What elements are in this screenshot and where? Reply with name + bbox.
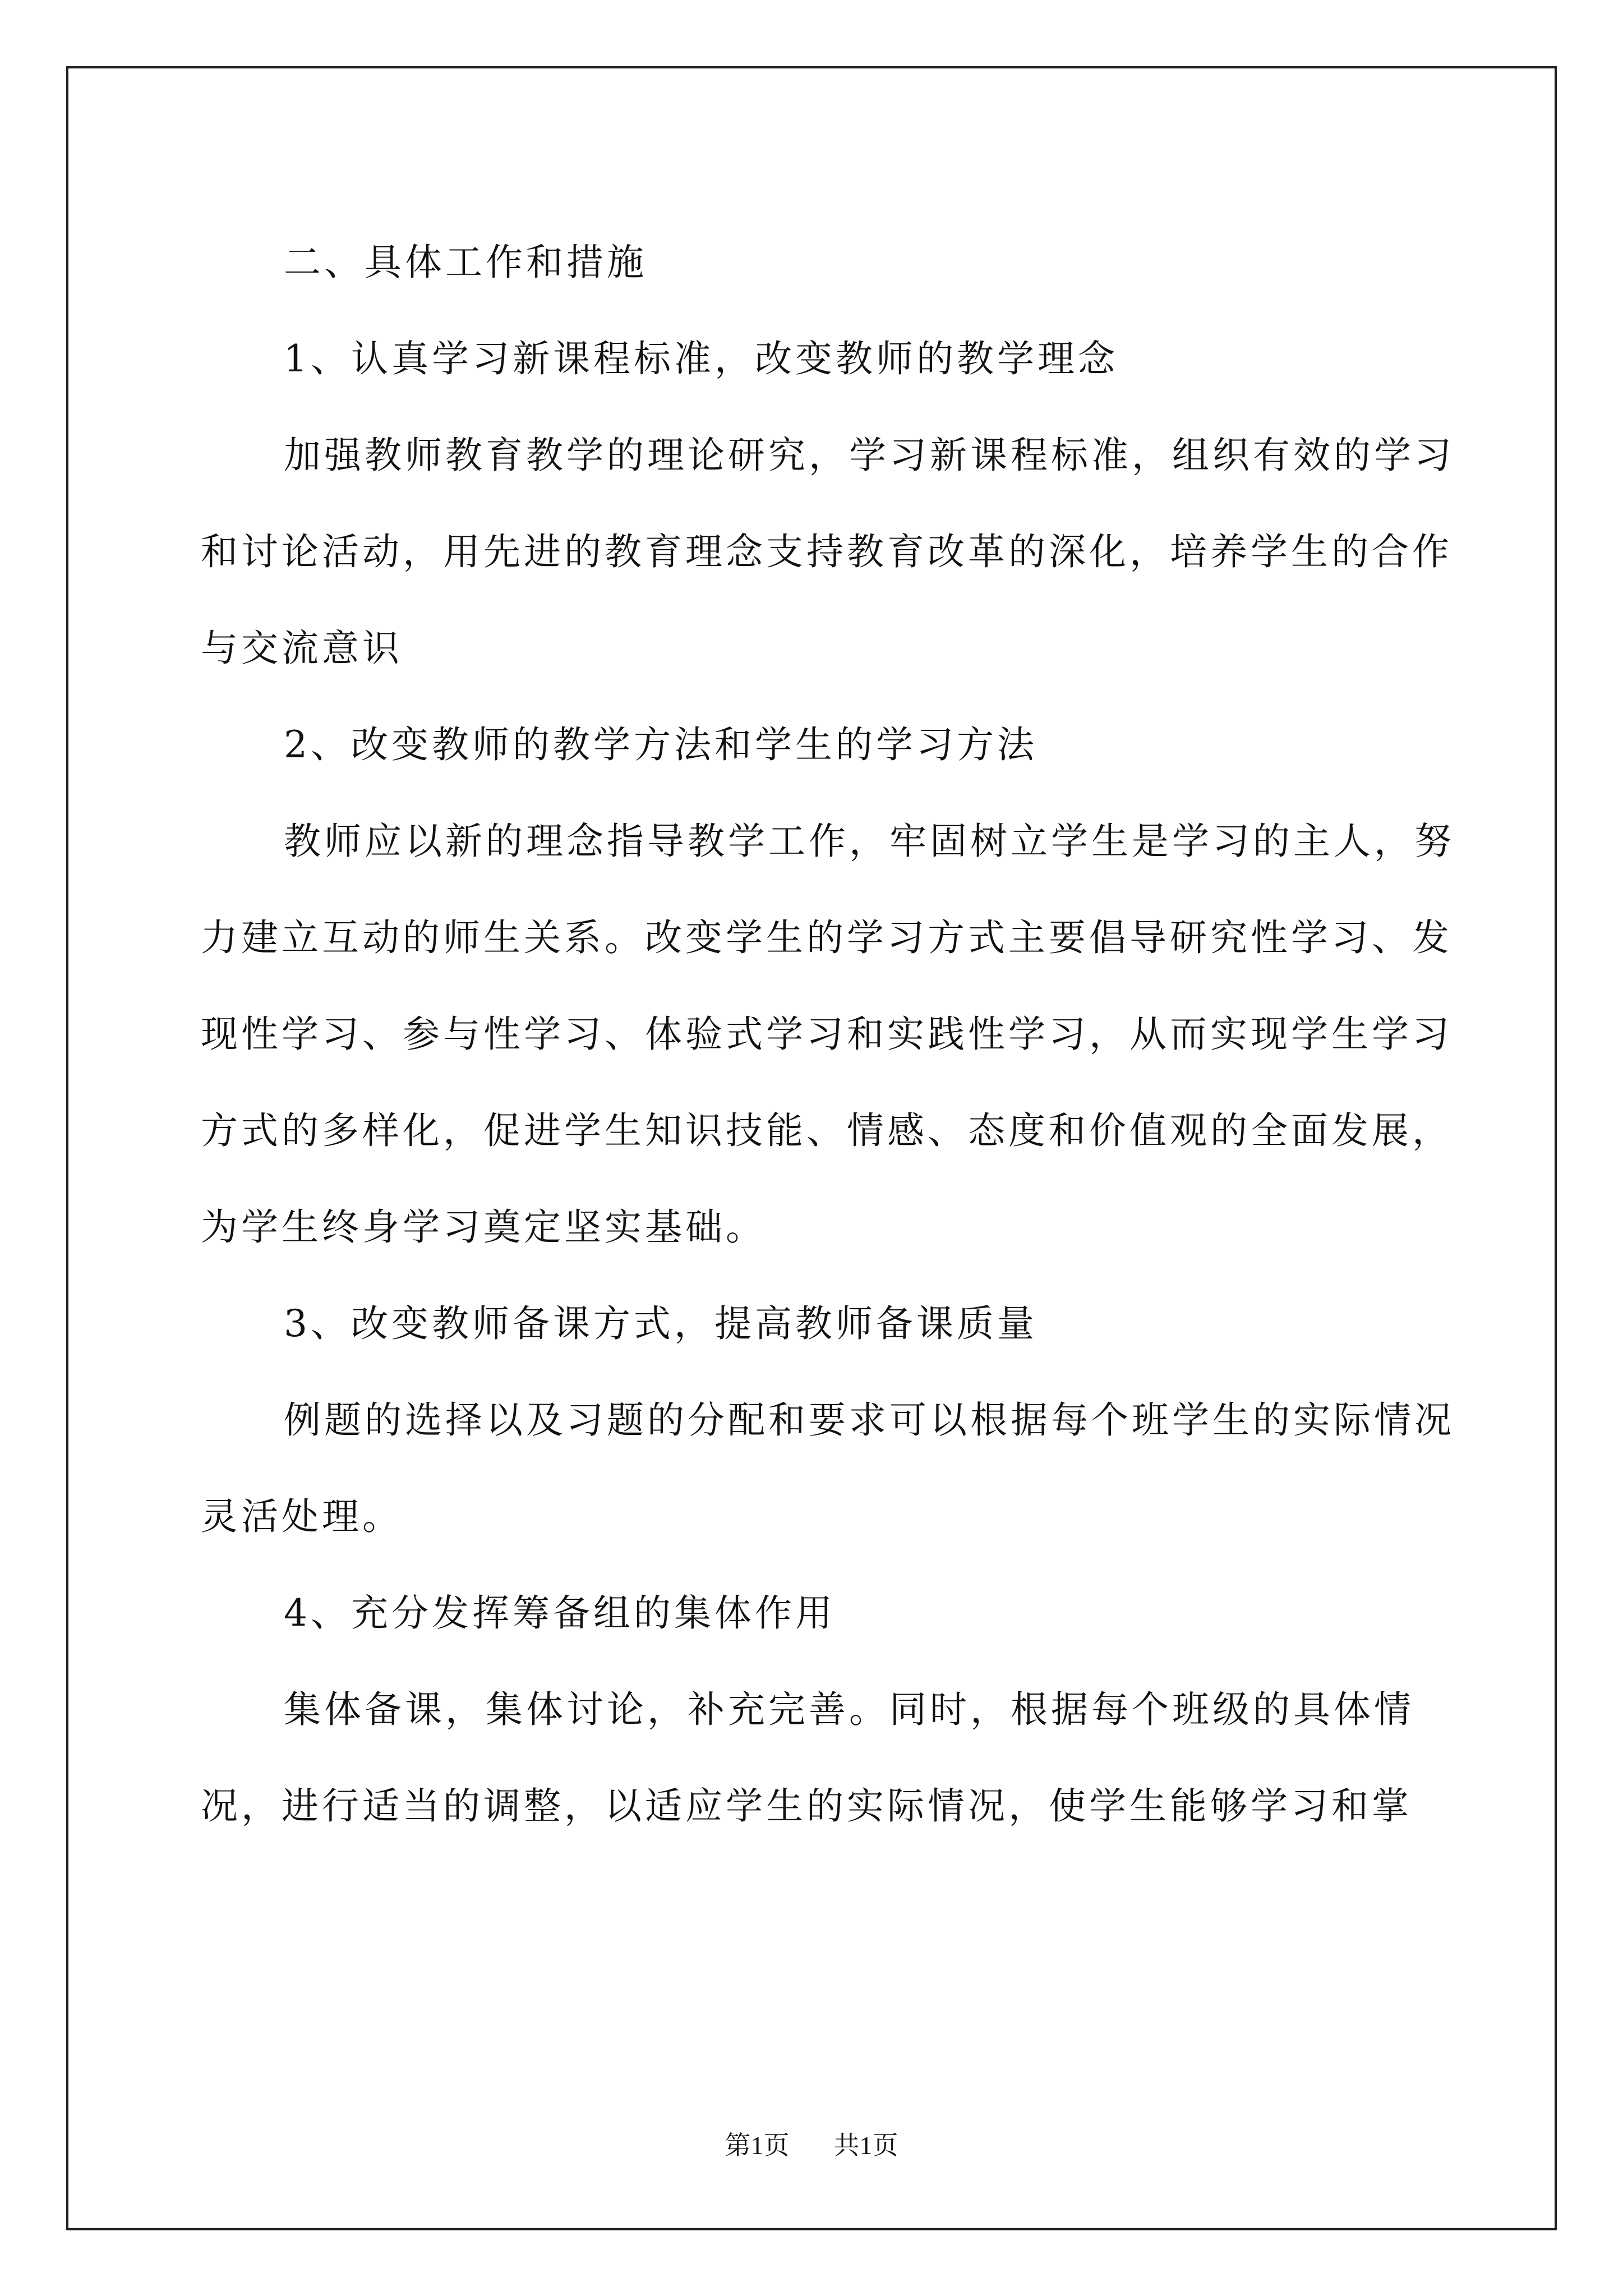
paragraph-1: 加强教师教育教学的理论研究，学习新课程标准，组织有效的学习和讨论活动，用先进的教育理念支持教育改革的深化，培养学生的合作与交流意识 [201, 434, 1455, 670]
page-footer [0, 2125, 1623, 2162]
page-total: 共1页 [833, 2131, 898, 2160]
subheading-1: 1、认真学习新课程标准，改变教师的教学理念 [284, 337, 1118, 380]
paragraph-3: 例题的选择以及习题的分配和要求可以根据每个班学生的实际情况灵活处理。 [201, 1398, 1455, 1538]
paragraph-4: 集体备课，集体讨论，补充完善。同时，根据每个班级的具体情况，进行适当的调整，以适应学生的实际情况，使学生能够学习和掌 [201, 1688, 1414, 1828]
section-heading: 二、具体工作和措施 [284, 241, 647, 284]
subheading-4: 4、充分发挥筹备组的集体作用 [284, 1591, 836, 1635]
page-number: 第1页 [725, 2131, 790, 2160]
paragraph-2: 教师应以新的理念指导教学工作，牢固树立学生是学习的主人，努力建立互动的师生关系。改变学生的学习方式主要倡导研究性学习、发现性学习、参与性学习、体验式学习和实践性学习，从而实现学生学习方式的多样化，促进学生知识技能、情感、态度和价值观的全面发展，为学生终身学习奠定坚实基础。 [201, 820, 1455, 1249]
subheading-3: 3、改变教师备课方式，提高教师备课质量 [284, 1302, 1038, 1345]
document-body [201, 214, 1457, 1855]
subheading-2: 2、改变教师的教学方法和学生的学习方法 [284, 723, 1038, 766]
